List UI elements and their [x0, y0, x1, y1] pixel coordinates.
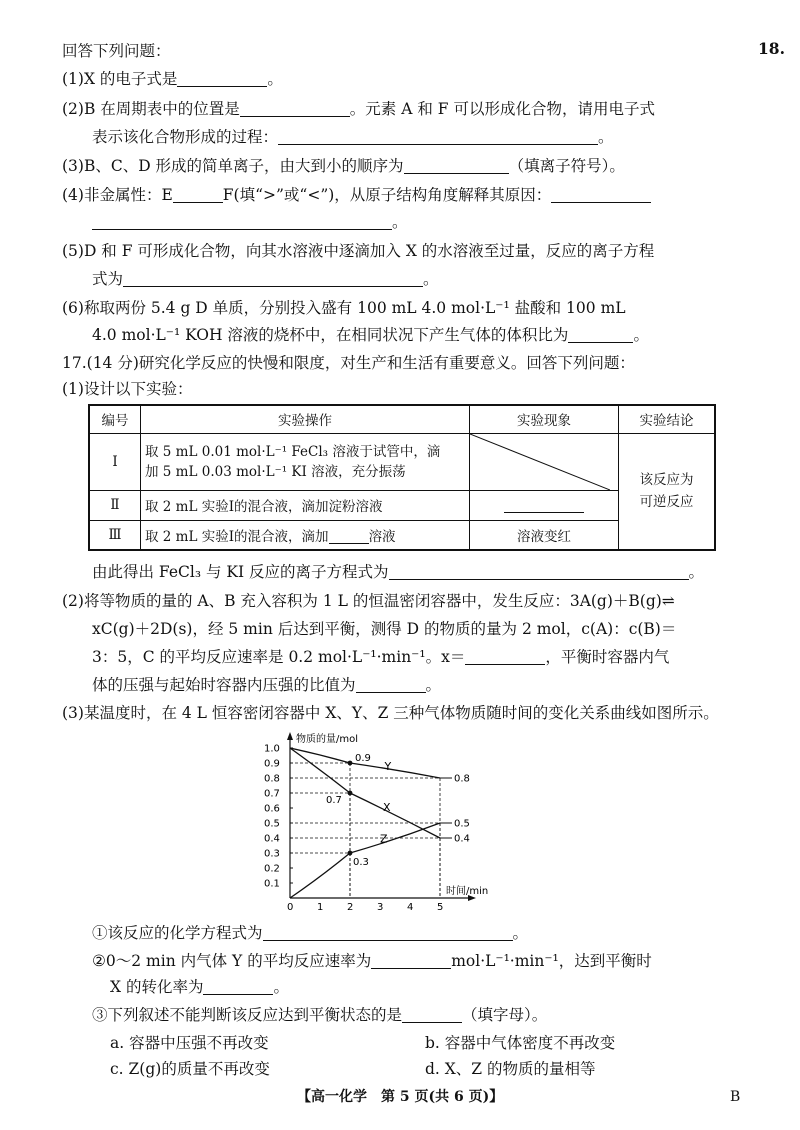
guide-line: [290, 763, 350, 898]
table-header: 实验现象: [470, 405, 619, 433]
y-tick-label: 0.1: [264, 878, 280, 890]
row-phenomenon: [470, 490, 619, 520]
answer-blank[interactable]: [123, 270, 423, 287]
x-tick-label: 1: [317, 902, 324, 912]
table-header: 实验结论: [619, 405, 716, 433]
answer-blank[interactable]: [177, 70, 267, 87]
answer-blank[interactable]: [402, 1006, 462, 1023]
answer-blank[interactable]: [278, 128, 598, 145]
data-point-y: [348, 761, 353, 766]
y-tick-label: 1.0: [264, 743, 280, 755]
series-label-x: X: [383, 801, 391, 814]
q17-part2-line2: xC(g)＋2D(s)，经 5 min 后达到平衡，测得 D 的物质的量为 2 mol，c(A)：c(B)＝: [92, 620, 677, 638]
x-tick-label: 2: [347, 902, 354, 912]
q16-part1: (1)X 的电子式是 。: [62, 70, 283, 88]
y-axis-arrow-icon: [287, 732, 293, 740]
annotation-label: 0.9: [355, 753, 371, 764]
option-d[interactable]: d. X、Z 的物质的量相等: [425, 1060, 596, 1078]
q17-part3: (3)某温度时，在 4 L 恒容密闭容器中 X、Y、Z 三种气体物质随时间的变化关系曲线如图所示。: [62, 704, 719, 722]
q17-part3-q2-cont: X 的转化率为 。: [110, 978, 289, 996]
option-a[interactable]: a. 容器中压强不再改变: [110, 1034, 269, 1052]
table-header: 编号: [89, 405, 141, 433]
y-tick-label: 0.2: [264, 863, 280, 875]
q17-part2-line1: (2)将等物质的量的 A、B 充入容积为 1 L 的恒温密闭容器中，发生反应：3A(g)＋B(g)⇌: [62, 592, 675, 610]
y-tick-label: 0.3: [264, 848, 280, 860]
answer-blank[interactable]: [263, 924, 513, 941]
annotation-label: 0.8: [454, 773, 470, 785]
page-corner-number: 18.: [758, 39, 785, 58]
x-tick-label: 4: [407, 902, 414, 912]
q16-part6: (6)称取两份 5.4 g D 单质，分别投入盛有 100 mL 4.0 mol·L⁻¹ 盐酸和 100 mL: [62, 299, 626, 317]
q17-part1: (1)设计以下实验：: [62, 380, 193, 398]
answer-blank[interactable]: [404, 157, 509, 174]
y-tick-label: 0.9: [264, 758, 280, 770]
annotation-label: 0.4: [454, 833, 470, 845]
row-conclusion: 该反应为 可逆反应: [619, 433, 716, 550]
answer-blank[interactable]: [173, 186, 223, 203]
x-tick-label: 5: [437, 902, 444, 912]
q16-part2-cont: 表示该化合物形成的过程： 。: [92, 128, 614, 146]
guide-line: [290, 793, 350, 898]
table-header: 实验操作: [141, 405, 470, 433]
row-id: Ⅰ: [89, 433, 141, 490]
q16-part6-cont: 4.0 mol·L⁻¹ KOH 溶液的烧杯中，在相同状况下产生气体的体积比为 。: [92, 326, 649, 344]
answer-blank[interactable]: [203, 978, 273, 995]
q16-intro: 回答下列问题：: [62, 42, 171, 60]
y-tick-label: 0.4: [264, 833, 280, 845]
q16-part2: (2)B 在周期表中的位置是 。元素 A 和 F 可以形成化合物，请用电子式: [62, 100, 655, 118]
data-point-z: [348, 851, 353, 856]
answer-blank[interactable]: [240, 100, 350, 117]
q16-part5: (5)D 和 F 可形成化合物，向其水溶液中逐滴加入 X 的水溶液至过量，反应的离子方程: [62, 242, 655, 260]
q17-heading: 17.(14 分)研究化学反应的快慢和限度，对生产和生活有重要意义。回答下列问题：: [62, 354, 635, 372]
answer-blank[interactable]: [568, 326, 633, 343]
y-tick-label: 0.6: [264, 803, 280, 815]
answer-blank[interactable]: [504, 496, 584, 513]
q17-part3-q1: ①该反应的化学方程式为 。: [92, 924, 529, 942]
y-tick-label: 0.5: [264, 818, 280, 830]
q17-part3-q2: ②0～2 min 内气体 Y 的平均反应速率为 mol·L⁻¹·min⁻¹，达到平衡时: [92, 952, 652, 970]
q16-part4-cont: 。: [92, 211, 408, 233]
series-label-z: Z: [380, 832, 388, 846]
answer-blank[interactable]: [389, 563, 689, 580]
row-phenomenon: 溶液变红: [470, 520, 619, 550]
row-id: Ⅲ: [89, 520, 141, 550]
annotation-label: 0.5: [454, 818, 470, 830]
answer-blank[interactable]: [92, 213, 392, 230]
answer-blank[interactable]: [329, 527, 369, 544]
option-c[interactable]: c. Z(g)的质量不再改变: [110, 1060, 270, 1078]
annotation-label: 0.7: [326, 795, 342, 806]
q17-part3-q3: ③下列叙述不能判断该反应达到平衡状态的是 （填字母）。: [92, 1006, 548, 1024]
x-tick-label: 3: [377, 902, 384, 912]
guide-line: [290, 838, 440, 898]
q16-part4: (4)非金属性：E F(填“>”或“<”)，从原子结构角度解释其原因：: [62, 184, 651, 206]
row-id: Ⅱ: [89, 490, 141, 520]
x-tick-label: 0: [287, 902, 294, 912]
q16-part3: (3)B、C、D 形成的简单离子，由大到小的顺序为 （填离子符号）。: [62, 157, 625, 175]
data-point-x: [348, 791, 353, 796]
q17-part2-line3: 3：5，C 的平均反应速率是 0.2 mol·L⁻¹·min⁻¹。x＝ ，平衡时容器内气: [92, 648, 670, 666]
q16-part5-cont: 式为 。: [92, 270, 439, 288]
experiment-table: [88, 404, 716, 551]
y-tick-label: 0.7: [264, 788, 280, 800]
x-axis-label: 时间/min: [446, 886, 489, 897]
answer-blank[interactable]: [465, 648, 545, 665]
diagonal-line-icon: [470, 434, 610, 490]
answer-blank[interactable]: [371, 952, 451, 969]
q17-part2-line4: 体的压强与起始时容器内压强的比值为 。: [92, 676, 442, 694]
row-operation: 取 2 mL 实验Ⅰ的混合液，滴加 溶液: [141, 520, 470, 550]
y-tick-label: 0.8: [264, 773, 280, 785]
row-phenomenon-crossed: [470, 433, 619, 490]
answer-blank[interactable]: [356, 676, 426, 693]
option-b[interactable]: b. 容器中气体密度不再改变: [425, 1034, 616, 1052]
y-axis-label: 物质的量/mol: [296, 734, 359, 745]
page-footer: 【高一化学 第 5 页(共 6 页)】: [297, 1089, 504, 1105]
row-operation: 取 2 mL 实验Ⅰ的混合液，滴加淀粉溶液: [141, 490, 470, 520]
amount-time-chart: [260, 730, 540, 912]
paper-version: B: [730, 1089, 741, 1105]
answer-blank[interactable]: [551, 186, 651, 203]
q17-part1-equation: 由此得出 FeCl₃ 与 KI 反应的离子方程式为 。: [92, 563, 705, 581]
row-operation: 取 5 mL 0.01 mol·L⁻¹ FeCl₃ 溶液于试管中，滴 加 5 mL 0.03 mol·L⁻¹ KI 溶液，充分振荡: [141, 433, 470, 490]
series-label-y: Y: [384, 759, 392, 773]
annotation-label: 0.3: [353, 857, 369, 868]
